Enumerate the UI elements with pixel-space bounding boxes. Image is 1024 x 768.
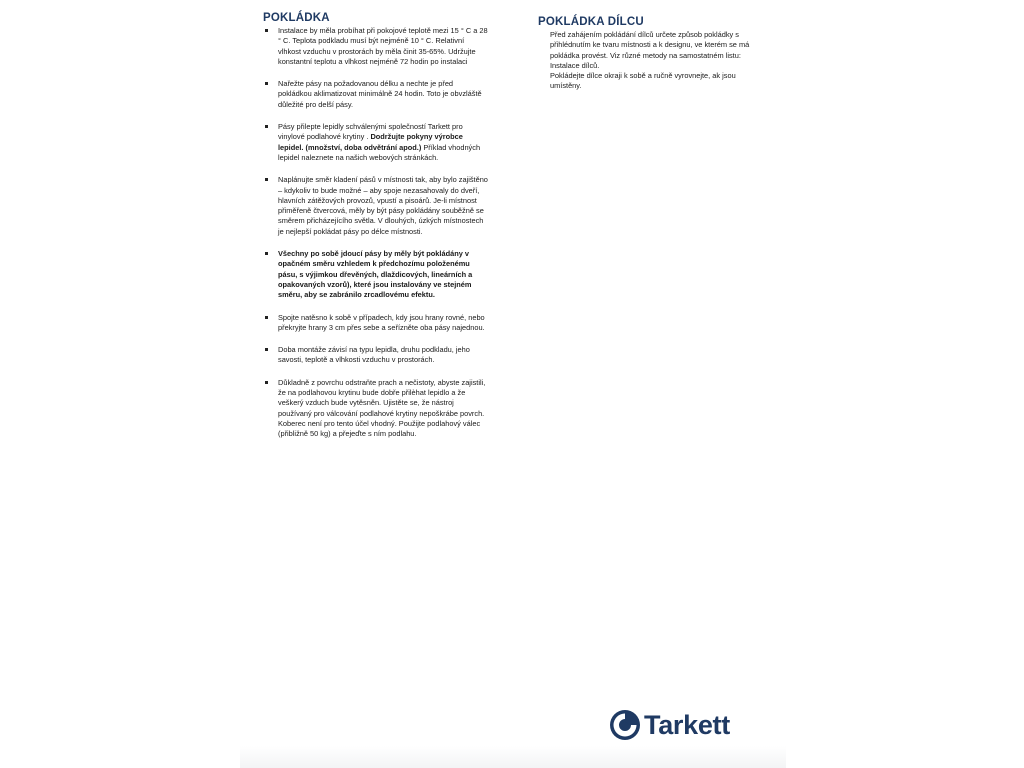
bullet-item — [263, 26, 488, 67]
section-heading-installation: POKLÁDKA — [263, 12, 330, 24]
bullet-item — [263, 249, 488, 300]
left-column — [263, 12, 488, 452]
bullet-text: Důkladně z povrchu odstraňte prach a nečistoty, abyste zajistili, že na podlahovou krytinu bude dobře přilèhat lepidlo a že veškerý vzduch bude vytěsněn. Ujistěte se, že nástroj používaný pro válcování podlahové krytiny nepoškrábe povrch. Koberec není pro tento účel vhodný. Použijte podlahový válec (přibližně 50 kg) a přejeďte s ním podlahu. — [278, 377, 486, 439]
bullet-square-icon — [265, 178, 268, 181]
bullet-square-icon — [265, 316, 268, 319]
bullet-text: Naplánujte směr kladení pásů v místnosti tak, aby bylo zajištěno – kdykoliv to bude možné – aby spoje nezasahovaly do dveří, hlavních zátěžových provozů, vpustí a pisoárů. Je-li místnost přiměřeně čtvercová, měly by být pásy pokládány souběžně se směrem přicházejícího světla. V dlouhých, úzkých místnostech je nejlepší pokládat pásy po délce místnosti. — [278, 175, 488, 236]
bullet-text: Nařežte pásy na požadovanou délku a nechte je před pokládkou aklimatizovat minimálně 24 hodin. Toto je obvzláště důležité pro delší pásy. — [278, 79, 482, 109]
bullet-square-icon — [265, 29, 268, 32]
bullet-item — [263, 79, 488, 110]
tiles-paragraph: Před zahájením pokládání dílců určete způsob pokládky s přihlédnutím ke tvaru místnosti a k designu, ve kterém se má pokládka provést. Viz různé metody na samostatném listu: Instalace dílců. — [550, 30, 750, 70]
bullet-text-bold: Všechny po sobě jdoucí pásy by měly být pokládány v opačném směru vzhledem k předchozímu položenému pásu, s výjimkou dřevěných, dlaždicových, lineárních a opakovaných vzorů), které jsou instalovány ve stejném směru, aby se zabránilo zrcadlovému efektu. — [278, 249, 473, 300]
installation-bullet-list — [263, 26, 488, 440]
bullet-text-bold: Dodržujte pokyny výrobce lepidel. (množství, doba odvětrání apod.) — [278, 132, 463, 152]
bullet-item — [263, 175, 488, 237]
bullet-square-icon — [265, 125, 268, 128]
logo-wordmark: Tarkett — [644, 710, 730, 740]
bullet-item — [263, 345, 488, 366]
tiles-paragraphs — [538, 30, 760, 92]
bullet-text: Doba montáže závisí na typu lepidla, druhu podkladu, jeho savosti, teplotě a vlhkosti vzduchu v prostorách. — [278, 345, 470, 365]
bullet-text: Spojte natěsno k sobě v případech, kdy jsou hrany rovné, nebo překryjte hrany 3 cm přes sebe a seřízněte oba pásy najednou. — [278, 312, 485, 332]
tarkett-logo — [609, 709, 730, 741]
bullet-item — [263, 378, 488, 440]
bullet-text: Příklad vhodných lepidel naleznete na našich webových stránkách. — [278, 142, 481, 162]
document-page — [240, 0, 786, 768]
bullet-square-icon — [265, 82, 268, 85]
bullet-item — [263, 313, 488, 334]
tiles-paragraph: Pokládejte dílce okraji k sobě a ručně vyrovnejte, ak jsou umístěny. — [550, 71, 736, 91]
page-bottom-edge — [240, 746, 786, 768]
section-heading-tiles: POKLÁDKA DÍLCU — [538, 16, 644, 28]
bullet-square-icon — [265, 252, 268, 255]
right-column — [538, 16, 760, 92]
bullet-square-icon — [265, 381, 268, 384]
bullet-item — [263, 122, 488, 163]
tarkett-swirl-icon — [609, 709, 641, 741]
bullet-text: Pásy přilepte lepidly schválenými společností Tarkett pro vinylové podlahové krytiny . — [278, 122, 463, 142]
bullet-square-icon — [265, 348, 268, 351]
bullet-text: Instalace by měla probíhat při pokojové teplotě mezi 15 ° C a 28 ° C. Teplota podkladu musí být nejméně 10 ° C. Relativní vlhkost vzduchu v prostorách by měla činit 35-65%. Udržujte konstantní teplotu a vlhkost nejméně 72 hodin po instalaci — [278, 26, 488, 66]
